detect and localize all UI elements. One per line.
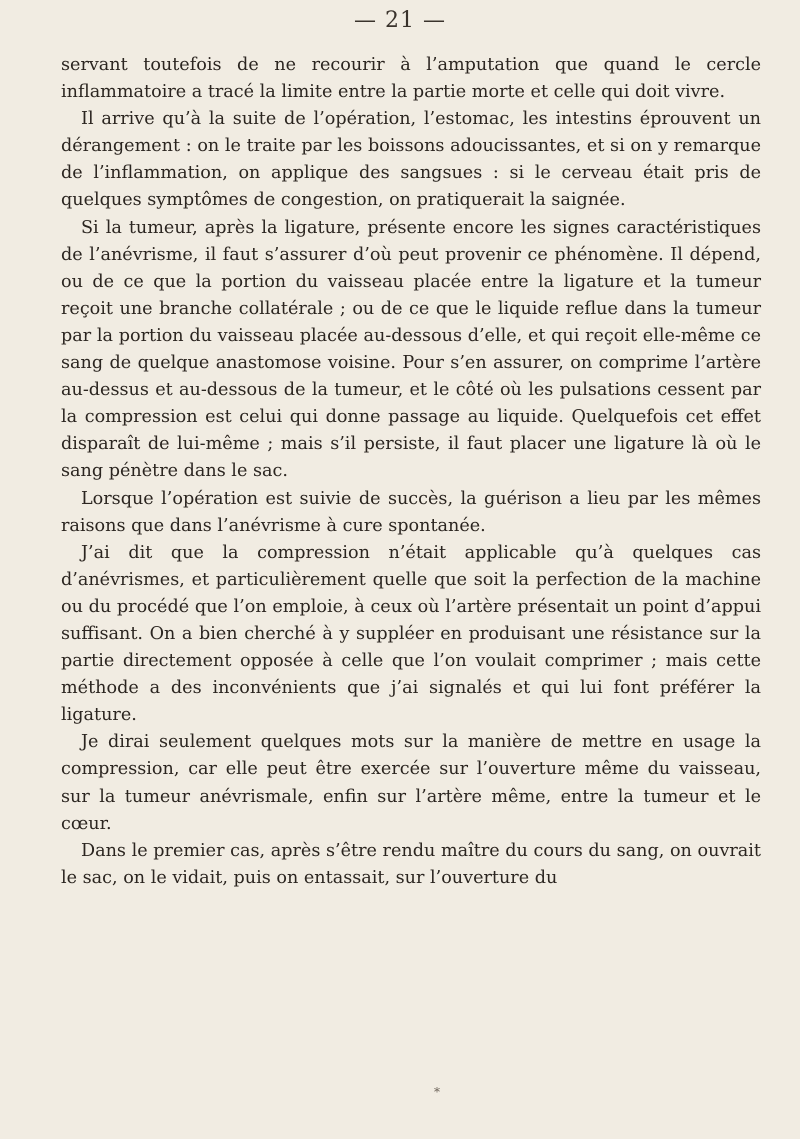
page-body-text xyxy=(61,52,761,892)
paragraph-1: servant toutefois de ne recourir à l’amputation que quand le cercle inflammatoire a tracé la limite entre la partie morte et celle qui doit vivre. xyxy=(61,55,761,103)
page-number-header: — 21 — xyxy=(354,8,446,33)
paragraph-3: Si la tumeur, après la ligature, présente encore les signes caractéristiques de l’anévrisme, il faut s’assurer d’où peut provenir ce phénomène. Il dépend, ou de ce que la portion du vaisseau placée entre la ligature et la tumeur reçoit une branche collatérale ; ou de ce que le liquide reflue dans la tumeur par la portion du vaisseau placée au-dessous d’elle, et qui reçoit elle-même ce sang de quelque anastomose voisine. Pour s’en assurer, on comprime l’artère au-dessus et au-dessous de la tumeur, et le côté où les pulsations cessent par la compression est celui qui donne passage au liquide. Quelquefois cet effet disparaît de lui-même ; mais s’il persiste, il faut placer une ligature là où le sang pénètre dans le sac. xyxy=(61,217,761,482)
paragraph-7: Dans le premier cas, après s’être rendu maître du cours du sang, on ouvrait le sac, on le vidait, puis on entassait, sur l’ouverture du xyxy=(61,840,761,888)
paragraph-2: Il arrive qu’à la suite de l’opération, l’estomac, les intestins éprouvent un dérangement : on le traite par les boissons adoucissantes, et si on y remarque de l’inflammation, on applique des sangsues : si le cerveau était pris de quelques symptômes de congestion, on pratiquerait la saignée. xyxy=(61,109,761,211)
paragraph-4: Lorsque l’opération est suivie de succès, la guérison a lieu par les mêmes raisons que dans l’anévrisme à cure spontanée. xyxy=(61,488,761,536)
paragraph-6: Je dirai seulement quelques mots sur la manière de mettre en usage la compression, car elle peut être exercée sur l’ouverture même du vaisseau, sur la tumeur anévrismale, enfin sur l’artère même, entre la tumeur et le cœur. xyxy=(61,732,761,834)
footer-mark: * xyxy=(434,1085,440,1099)
paragraph-5: J’ai dit que la compression n’était applicable qu’à quelques cas d’anévrismes, et particulièrement quelle que soit la perfection de la machine ou du procédé que l’on emploie, à ceux où l’artère présentait un point d’appui suffisant. On a bien cherché à y suppléer en produisant une résistance sur la partie directement opposée à celle que l’on voulait comprimer ; mais cette méthode a des inconvénients que j’ai signalés et qui lui font préférer la ligature. xyxy=(61,542,761,726)
